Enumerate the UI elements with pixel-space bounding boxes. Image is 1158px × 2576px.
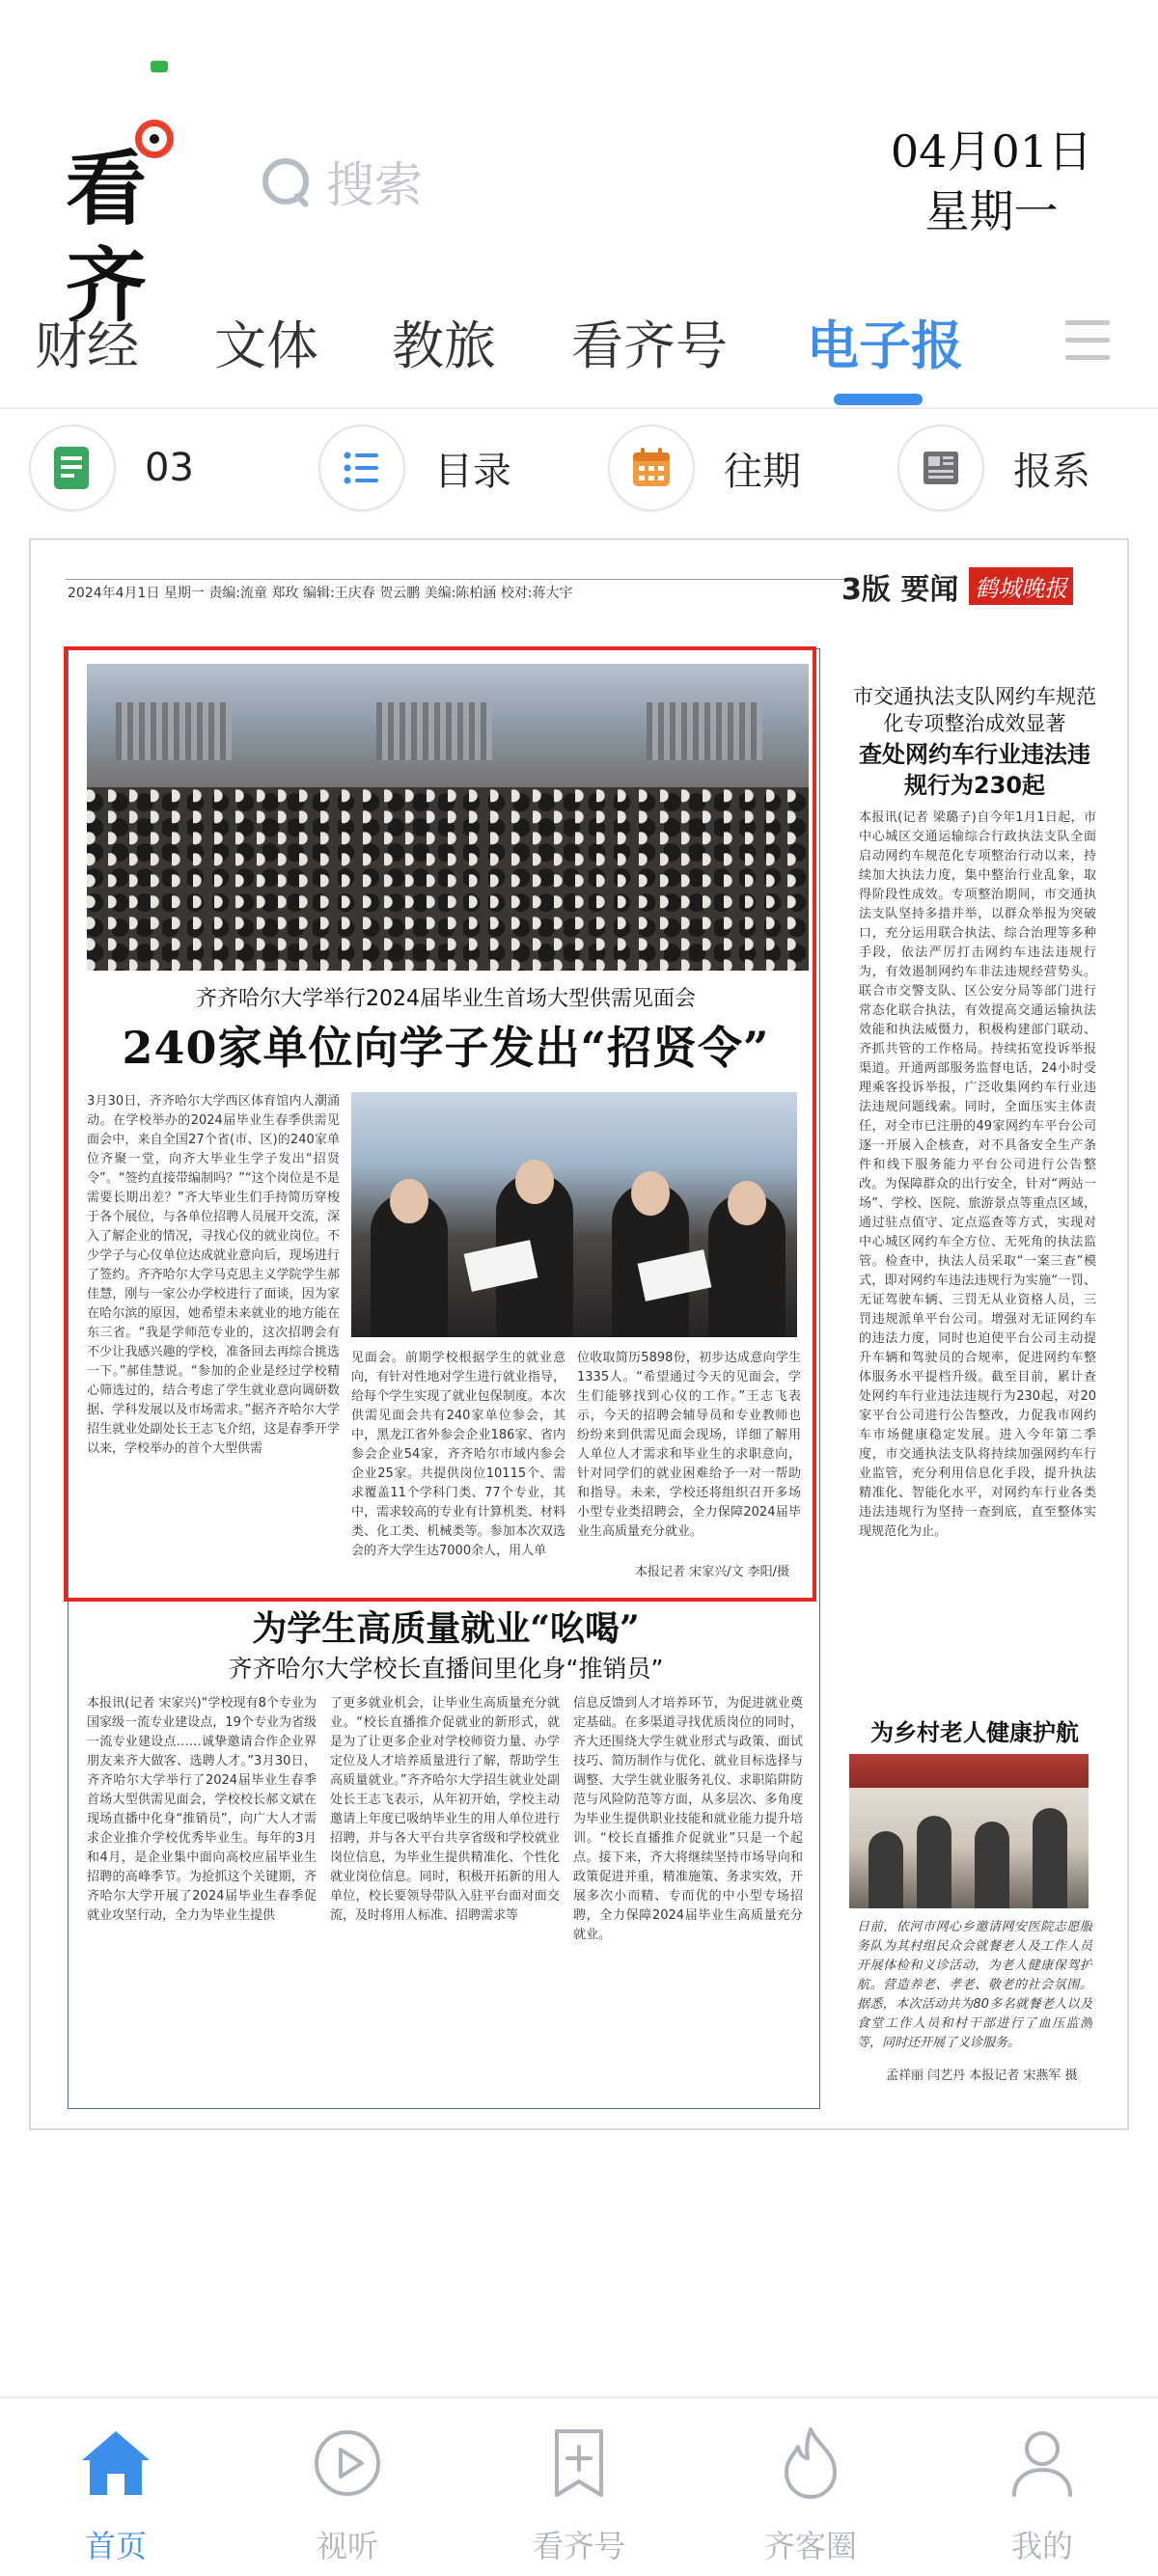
search-bar[interactable] (259, 145, 490, 218)
bottom-tab-circle[interactable] (733, 2420, 888, 2566)
newspaper-icon (897, 425, 984, 511)
bottom-tab-kanqi[interactable] (502, 2420, 656, 2566)
side-headline-2[interactable]: 为乡村老人健康护航 (870, 1719, 1079, 1746)
newspaper-page-viewer[interactable] (29, 538, 1129, 2130)
side-column-2: 日前，依河市网心乡邀请网安医院志愿服务队为其村组民众会就餐老人及工作人员开展体检和义诊活动，为老人健康保驾护航。营造养老、孝老、敬老的社会氛围。据悉，本次活动共为80多名就餐老人以及食堂工作人员和村干部进行了血压监测等，同时还开展了义诊服务。 (857, 1920, 1092, 2050)
bottom-tab-kanqi-label: 看齐号 (532, 2528, 625, 2564)
bottom-tab-circle-label: 齐客圈 (763, 2528, 857, 2564)
newspaper-group-label: 报系 (1013, 449, 1090, 494)
past-issues-label: 往期 (724, 449, 801, 494)
newspaper-toolbar (0, 415, 1158, 521)
masthead-logo: 鹤城晚报 (969, 567, 1073, 605)
bottom-tab-bar (0, 2397, 1158, 2576)
side-byline: 孟祥丽 闫艺丹 本报记者 宋燕军 摄 (886, 2069, 1078, 2083)
calendar-icon (608, 425, 695, 511)
catalog-label: 目录 (434, 449, 511, 494)
second-column-1: 本报讯(记者 宋家兴)“学校现有8个专业为国家级一流专业建设点，19个专业为省级一流专业建设点……诚挚邀请合作企业界朋友来齐大做客、选聘人才。”3月30日，齐齐哈尔大学举行了2024届毕业生春季首场大型供需见面会，学校校长郝文斌在现场直播中化身“推销员”，向广大人才需求企业推介学校优秀毕业生。每年的3月和4月，是企业集中面向高校应届毕业生招聘的高峰季节。为抢抓这个关键期，齐齐哈尔大学开展了2024届毕业生春季促就业攻坚行动，全力为毕业生提供 (87, 1696, 317, 1923)
lead-column-1: 3月30日，齐齐哈尔大学西区体育馆内人潮涌动。在学校举办的2024届毕业生春季供需见面会中，来自全国27个省(市、区)的240家单位齐聚一堂，向齐大毕业生学子发出“招贤令”。“签约直接带编制吗？”“这个岗位是不是需要长期出差？”齐大毕业生们手持简历穿梭于各个展位，与各单位招聘人员展开交流，深入了解企业的情况，寻找心仪的就业岗位。不少学子与心仪单位达成就业意向后，现场进行了签约。齐齐哈尔大学马克思主义学院学生郝佳慧，刚与一家公办学校进行了面谈，因为家在哈尔滨的原因，她希望未来就业的地方能在东三省。“我是学师范专业的，这次招聘会有不少让我感兴趣的学校，准备回去再综合挑选一下。”郝佳慧说。“参加的企业是经过学校精心筛选过的，结合考虑了学生就业意向调研数据、学科发展以及市场需求。”据齐齐哈尔大学招生就业处副处长王志飞介绍，这是春季开学以来，学校举办的首个大型供需 (87, 1094, 340, 1456)
bottom-tab-home[interactable] (39, 2420, 193, 2566)
highlight-selection-box (64, 646, 816, 1602)
second-column-3: 信息反馈到人才培养环节，为促进就业奠定基础。在多渠道寻找优质岗位的同时，齐大还围绕大学生就业形式与政策、面试技巧、简历制作与优化、就业目标选择与调整、大学生就业服务礼仪、求职陷阱防范与风险防范等方面，从多层次、多角度为毕业生提供职业技能和就业能力提升培训。“校长直播推介促就业”只是一个起点。接下来，齐大将继续坚持市场导向和政策促进并重，精准施策、务求实效，开展多次小而精、专而优的中小型专场招聘，全力保障2024届毕业生高质量充分就业。 (573, 1696, 803, 1942)
bottom-tab-home-label: 首页 (84, 2528, 147, 2564)
page-section-label: 3版 要闻 (841, 573, 959, 607)
header-rule (66, 579, 857, 580)
hamburger-menu-icon[interactable] (1065, 316, 1110, 365)
user-icon (999, 2420, 1086, 2507)
category-tabs (0, 289, 1158, 409)
bottom-tab-mine-label: 我的 (1010, 2528, 1073, 2564)
lead-subheadline: 齐齐哈尔大学举行2024届毕业生首场大型供需见面会 (196, 987, 696, 1011)
search-placeholder: 搜索 (326, 157, 423, 213)
newspaper-group-button[interactable] (897, 415, 1090, 521)
bookmark-plus-icon (536, 2420, 622, 2507)
app-logo[interactable] (62, 120, 197, 333)
page-number-label: 03 (145, 446, 194, 490)
home-icon (72, 2420, 159, 2507)
side-headline[interactable]: 查处网约车行业违法违规行为230起 (859, 741, 1090, 799)
catalog-button[interactable] (318, 415, 511, 521)
active-tab-indicator (834, 394, 923, 405)
newspaper-page (31, 540, 1127, 2128)
page-selector-button[interactable] (29, 415, 194, 521)
search-icon (259, 154, 313, 208)
notification-icon (151, 61, 168, 72)
page-meta: 2024年4月1日 星期一 责编:流童 郑玫 编辑:王庆春 贺云鹏 美编:陈柏涵 校对:蒋大宇 (68, 586, 573, 601)
tab-culture-sports[interactable]: 文体 (214, 315, 318, 376)
second-subheadline: 齐齐哈尔大学校长直播间里化身“推销员” (228, 1655, 664, 1683)
bottom-tab-video-label: 视听 (316, 2528, 378, 2564)
tab-e-newspaper[interactable]: 电子报 (807, 315, 963, 376)
list-icon (318, 425, 405, 511)
second-headline[interactable]: 为学生高质量就业“吆喝” (252, 1608, 640, 1649)
bottom-tab-mine[interactable] (965, 2420, 1119, 2566)
past-issues-button[interactable] (608, 415, 801, 521)
tab-kanqi-account[interactable]: 看齐号 (571, 315, 728, 376)
logo-text: 看齐 (66, 141, 140, 333)
date-display (891, 122, 1092, 241)
flame-icon (767, 2420, 854, 2507)
date-text: 04月01日 (890, 125, 1092, 178)
lead-headline[interactable]: 240家单位向学子发出“招贤令” (122, 1022, 770, 1074)
weekday-text: 星期一 (924, 185, 1059, 237)
lead-byline: 本报记者 宋家兴/文 李阳/摄 (635, 1565, 790, 1579)
lead-column-2: 见面会。前期学校根据学生的就业意向，有针对性地对学生进行就业指导，给每个学生实现了就业包保制度。本次供需见面会共有240家单位参会，其中，黑龙江省外参会企业186家、省内参会企业54家，齐齐哈尔市域内参会企业25家。共提供岗位10115个、需求覆盖11个学科门类、77个专业，其中，需求较高的专业有计算机类、材料类、化工类、机械类等。参加本次双选会的齐大学生达7000余人，用人单 (351, 1351, 565, 1558)
side-subheadline: 市交通执法支队网约车规范化专项整治成效显著 (853, 685, 1096, 735)
side-column: 本报讯(记者 梁璐子)自今年1月1日起，市中心城区交通运输综合行政执法支队全面启动网约车规范化专项整治行动以来，持续加大执法力度，集中整治行业乱象，取得阶段性成效。专项整治期间，市交通执法支队坚持多措并举，以群众举报为突破口，充分运用联合执法、综合治理等多种手段，依法严厉打击网约车违法违规行为，有效遏制网约车非法违规经营势头。联合市交警支队、区公安分局等部门进行常态化联合执法，有效提高交通运输执法效能和执法威慑力，积极构建部门联动、齐抓共管的工作格局。持续拓宽投诉举报渠道。开通两部服务监督电话，24小时受理乘客投诉举报，广泛收集网约车行业违法违规问题线索。同时，全面压实主体责任，对全市已注册的49家网约车平台公司逐一开展入企核查，对不具备安全生产条件和线下服务能力平台公司进行公告整改。为保障群众的出行安全，针对“两站一场”、学校、医院、旅游景点等重点区域，通过驻点值守、定点巡查等方式，实现对中心城区网约车全方位、无死角的执法监管。检查中，执法人员采取“一案三查”模式，即对网约车违法违规行为实施“一罚、无证驾驶车辆、三罚无从业资格人员，三罚违规派单平台公司。增强对无证网约车的违法力度，同时也迫使平台公司主动提升车辆和驾驶员的合规率，促进网约车整体服务水平提档升级。截至目前，累计查处网约车行业违法违规行为230起，对20家平台公司进行公告整改，力促我市网约车市场健康稳定发展。进入今年第二季度，市交通执法支队将持续加强网约车行业监管，充分利用信息化手段，提升执法精准化、智能化水平，对网约车行业各类违法违规行为坚持一查到底，直至整体实现规范化为止。 (859, 810, 1096, 1539)
logo-ring-icon (135, 120, 174, 158)
bottom-tab-video[interactable] (270, 2420, 425, 2566)
page-icon (29, 425, 116, 511)
play-icon (304, 2420, 391, 2507)
lead-column-3: 位收取简历5898份，初步达成意向学生1335人。“希望通过今天的见面会，学生们能够找到心仪的工作。”王志飞表示，今天的招聘会辅导员和专业教师也纷纷来到供需见面会现场，详细了解用人单位人才需求和毕业生的求职意向，针对同学们的就业困难给予一对一帮助和指导。未来，学校还将组织召开多场小型专业类招聘会，全力保障2024届毕业生高质量充分就业。 (577, 1351, 801, 1539)
tab-education-travel[interactable]: 教旅 (392, 315, 496, 376)
second-column-2: 了更多就业机会，让毕业生高质量充分就业。“校长直播推介促就业的新形式，就是为了让更多企业对学校师资力量、办学定位及人才培养质量进行了解，帮助学生高质量就业。”齐齐哈尔大学招生就业处副处长王志飞表示，从年初开始，学校主动邀请上年度已吸纳毕业生的用人单位进行招聘，并与各大平台共享省级和学校就业岗位信息，为毕业生提供精准化、个性化就业岗位信息。同时，积极开拓新的用人单位，校长要领导带队入驻平台面对面交流，及时将用人标准、招聘需求等 (330, 1696, 560, 1923)
tab-finance[interactable]: 财经 (35, 315, 139, 376)
elderly-health-photo[interactable] (849, 1754, 1089, 1908)
